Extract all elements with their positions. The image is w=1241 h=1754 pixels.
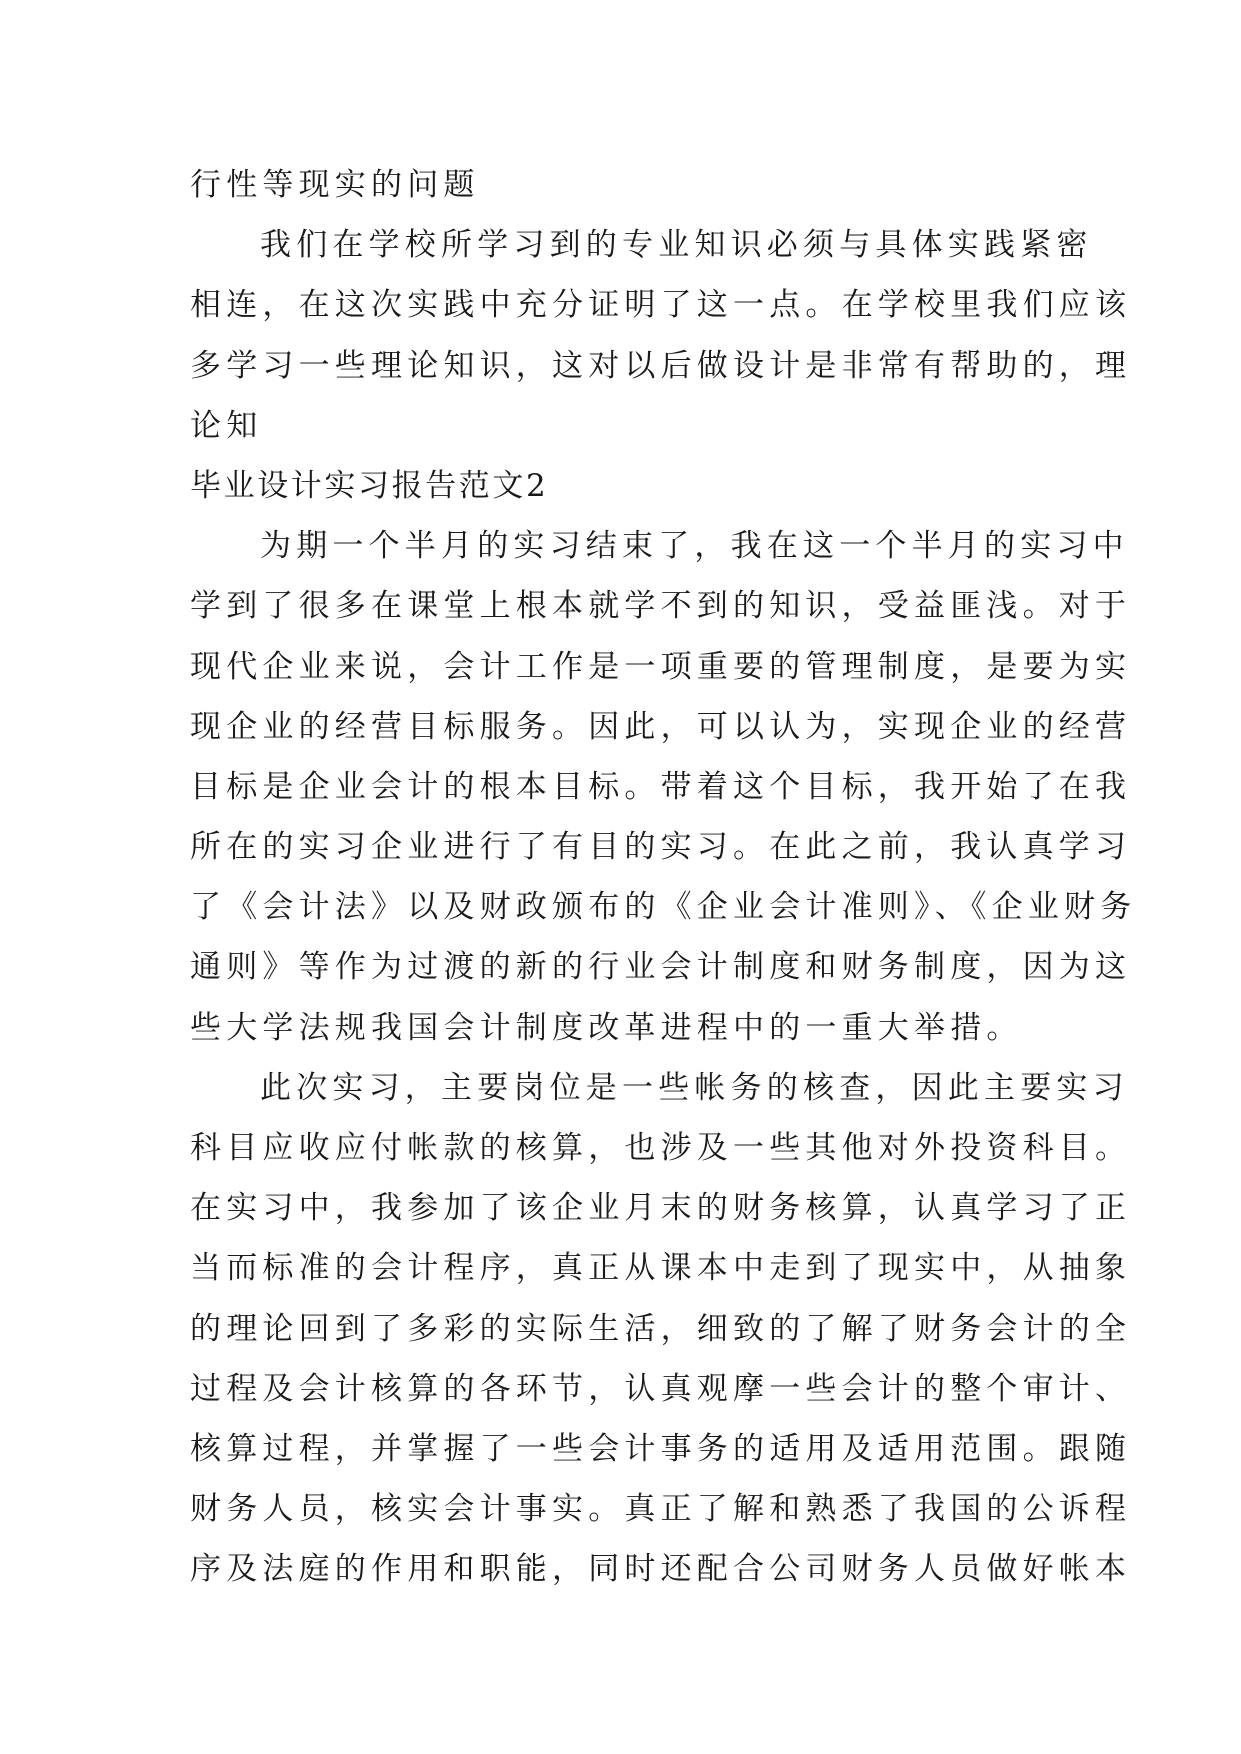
paragraph-3-line: 财务人员，核实会计事实。真正了解和熟悉了我国的公诉程 (190, 1491, 1132, 1528)
paragraph-2-line: 为期一个半月的实习结束了，我在这一个半月的实习中 (260, 528, 1129, 565)
paragraph-3-line: 当而标准的会计程序，真正从课本中走到了现实中，从抽象 (190, 1250, 1132, 1287)
paragraph-2-line: 现代企业来说，会计工作是一项重要的管理制度，是要为实 (190, 648, 1132, 685)
paragraph-3-line: 核算过程，并掌握了一些会计事务的适用及适用范围。跟随 (190, 1430, 1132, 1467)
paragraph-3-line: 科目应收应付帐款的核算，也涉及一些其他对外投资科目。 (190, 1130, 1132, 1166)
paragraph-3-line: 过程及会计核算的各环节，认真观摩一些会计的整个审计、 (190, 1370, 1132, 1407)
paragraph-2-line: 些大学法规我国会计制度改革进程中的一重大举措。 (190, 1009, 1023, 1046)
paragraph-1-line: 我们在学校所学习到的专业知识必须与具体实践紧密 (260, 227, 1093, 264)
paragraph-2-line: 目标是企业会计的根本目标。带着这个目标，我开始了在我 (190, 768, 1132, 805)
paragraph-1-line: 论知 (190, 407, 263, 444)
paragraph-2-line: 通则》等作为过渡的新的行业会计制度和财务制度，因为这 (190, 949, 1132, 986)
paragraph-1-line: 多学习一些理论知识，这对以后做设计是非常有帮助的，理 (190, 347, 1132, 384)
paragraph-3-line: 的理论回到了多彩的实际生活，细致的了解了财务会计的全 (190, 1310, 1132, 1347)
paragraph-2-line: 学到了很多在课堂上根本就学不到的知识，受益匪浅。对于 (190, 588, 1132, 625)
paragraph-2-line: 现企业的经营目标服务。因此，可以认为，实现企业的经营 (190, 708, 1132, 745)
paragraph-2-line: 了《会计法》以及财政颁布的《企业会计准则》、《企业财务 (190, 889, 1137, 926)
document-body (190, 155, 1137, 1600)
paragraph-3-line: 此次实习，主要岗位是一些帐务的核查，因此主要实习 (260, 1069, 1129, 1106)
paragraph-1-line: 相连，在这次实践中充分证明了这一点。在学校里我们应该 (190, 287, 1132, 324)
paragraph-3-line: 在实习中，我参加了该企业月末的财务核算，认真学习了正 (190, 1190, 1132, 1227)
paragraph-2-line: 所在的实习企业进行了有目的实习。在此之前，我认真学习 (190, 829, 1132, 866)
section-title: 毕业设计实习报告范文2 (190, 467, 549, 504)
intro-fragment: 行性等现实的问题 (190, 167, 480, 203)
paragraph-3-line: 序及法庭的作用和职能，同时还配合公司财务人员做好帐本 (190, 1551, 1132, 1588)
